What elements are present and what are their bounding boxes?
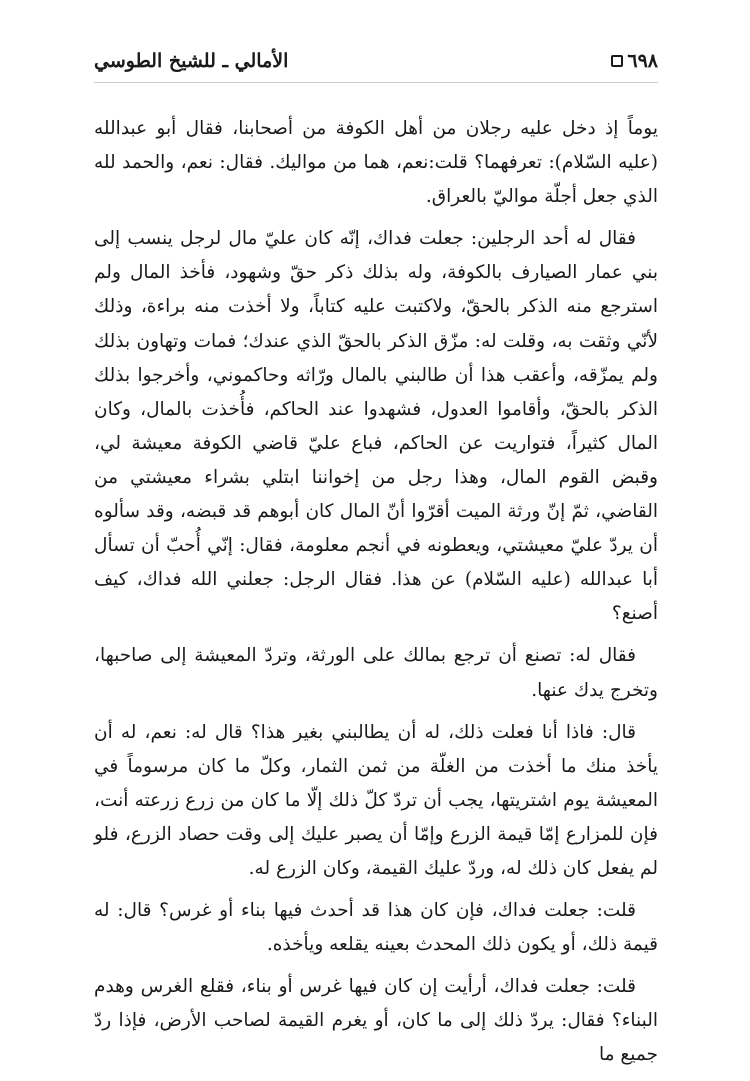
paragraph: قلت: جعلت فداك، فإن كان هذا قد أحدث فيها بناء أو غرس؟ قال: له قيمة ذلك، أو يكون ذلك المحدث بعينه يقلعه ويأخذه. [94,900,658,956]
page-number-group [611,50,658,72]
header-divider [94,82,658,83]
paragraph: قال: فاذا أنا فعلت ذلك، له أن يطالبني بغير هذا؟ قال له: نعم، له أن يأخذ منك ما أخذت من الغلّة من ثمن الثمار، وكلّ ما كان مرسوماً في المعيشة يوم اشتريتها، يجب أن تردّ كلّ ذلك إلّا ما كان من زرع زرعته أنت، فإن للمزارع إمّا قيمة الزرع وإمّا أن يصبر عليك إلى وقت حصاد الزرع، فلو لم يفعل كان ذلك له، وردّ عليك القيمة، وكان الزرع له. [94,721,658,879]
running-head [94,46,658,76]
book-title: الأمالي ـ للشيخ الطوسي [94,50,289,72]
paragraph: فقال له: تصنع أن ترجع بمالك على الورثة، وتردّ المعيشة إلى صاحبها، وتخرج يدك عنها. [94,645,658,701]
paragraph: يوماً إذ دخل عليه رجلان من أهل الكوفة من أصحابنا، فقال أبو عبدالله (عليه السّلام): تعرفهما؟ قلت:نعم، هما من مواليك. فقال: نعم، والحمد لله الذي جعل أجلّة مواليّ بالعراق. [94,118,658,208]
paragraph: قلت: جعلت فداك، أرأيت إن كان فيها غرس أو بناء، فقلع الغرس وهدم البناء؟ فقال: يردّ ذلك إلى ما كان، أو يغرم القيمة لصاحب الأرض، فإذا ردّ جميع ما [94,976,658,1066]
paragraph: فقال له أحد الرجلين: جعلت فداك، إنّه كان عليّ مال لرجل ينسب إلى بني عمار الصيارف بالكوفة، وله بذلك ذكر حقّ وشهود، فأخذ المال ولم استرجع منه الذكر بالحقّ، ولاكتبت عليه كتاباً، ولا أخذت منه براءة، وذلك لأنّي وثقت به، وقلت له: مزّق الذكر بالحقّ الذي عندك؛ فمات وتهاون بذلك ولم يمزّقه، وأعقب هذا أن طالبني بالمال ورّاثه وحاكموني، وأخرجوا بذلك الذكر بالحقّ، وأقاموا العدول، فشهدوا عند الحاكم، فأُخذت بالمال، وكان المال كثيراً، فتواريت عن الحاكم، فباع عليّ قاضي الكوفة معيشة لي، وقبض القوم المال، وهذا رجل من إخواننا ابتلي بشراء معيشتي من القاضي، ثمّ إنّ ورثة الميت أقرّوا أنّ المال كان أبوهم قد قبضه، وقد سألوه أن يردّ عليّ معيشتي، ويعطونه في أنجم معلومة، فقال: إنّي أُحبّ أن تسأل أبا عبدالله (عليه السّلام) عن هذا. فقال الرجل: جعلني الله فداك، كيف أصنع؟ [94,228,658,625]
page-number: ٦٩٨ [627,50,658,72]
square-box-icon [611,55,623,67]
body-text [94,112,658,1081]
